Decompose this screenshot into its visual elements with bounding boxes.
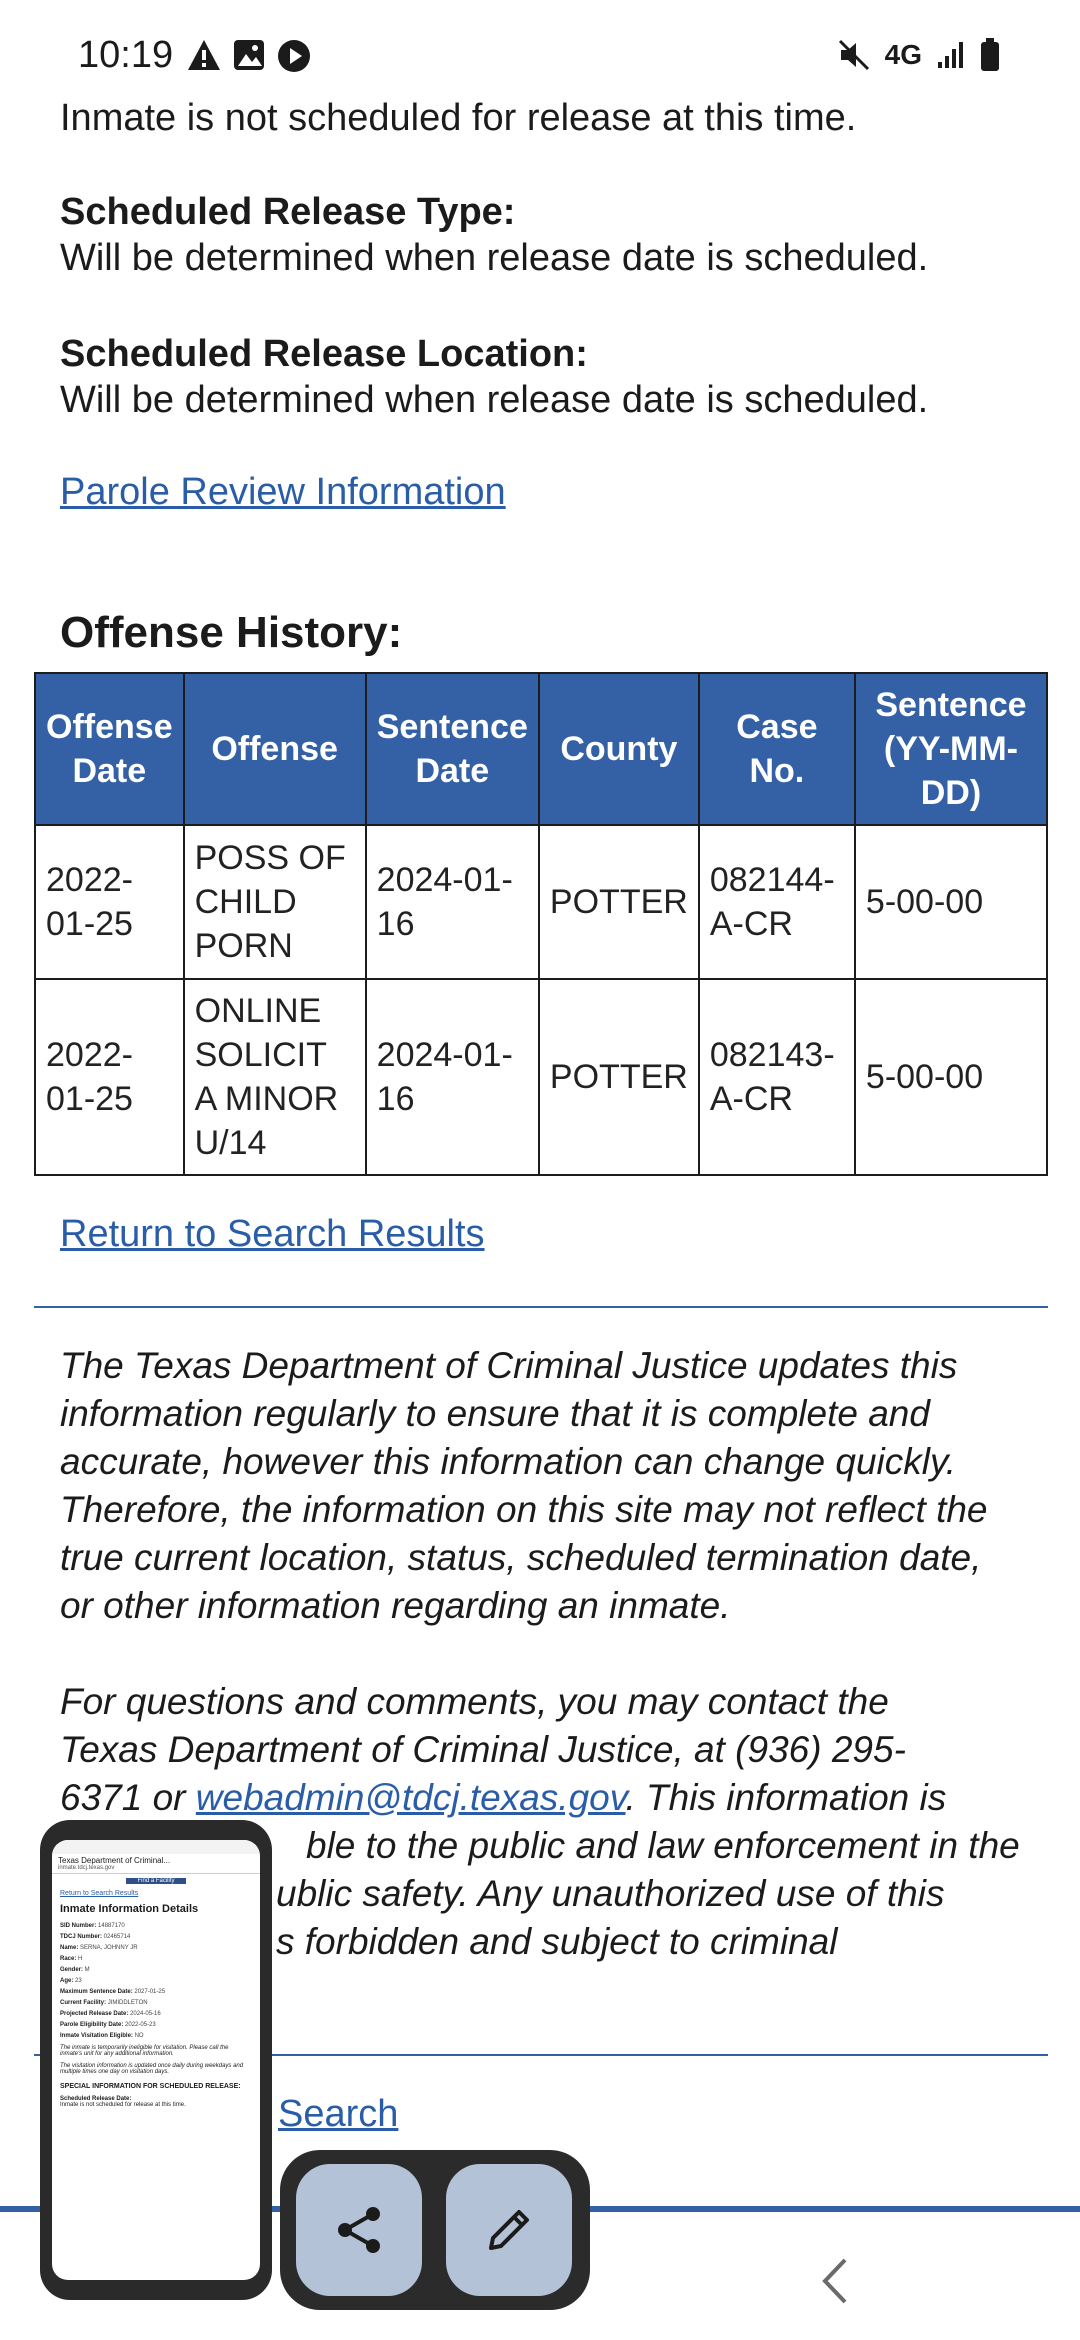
thumbnail-field-label: Name: (60, 1945, 81, 1951)
offense-history-table (34, 672, 1048, 1176)
thumbnail-field-value: 2024-05-16 (130, 2011, 161, 2017)
disclaimer-p2-line5: ublic safety. Any unauthorized use of this (276, 1873, 945, 1914)
thumbnail-field-row (60, 1967, 252, 1973)
nav-back-icon[interactable] (815, 2256, 855, 2306)
share-icon (329, 2200, 389, 2260)
thumbnail-field-row (60, 2011, 252, 2017)
release-location-label: Scheduled Release Location: (60, 333, 588, 375)
thumbnail-field-label: Maximum Sentence Date: (60, 1989, 135, 1995)
battery-icon (980, 38, 1000, 72)
thumbnail-field-value: 2022-05-23 (125, 2022, 156, 2028)
disclaimer-p2-line6: s forbidden and subject to criminal (276, 1921, 838, 1962)
table-row (35, 979, 1047, 1175)
play-icon (276, 38, 312, 74)
release-location-value: Will be determined when release date is scheduled. (60, 379, 929, 421)
thumbnail-field-value: NO (134, 2033, 144, 2039)
cell-case-no: 082143-A-CR (699, 979, 855, 1175)
alert-icon (186, 38, 222, 72)
thumbnail-field-label: TDCJ Number: (60, 1934, 104, 1940)
thumbnail-release-label: Scheduled Release Date: (60, 2096, 132, 2102)
edit-button[interactable] (446, 2164, 572, 2296)
cell-county: POTTER (539, 825, 699, 979)
cell-sentence: 5-00-00 (855, 825, 1047, 979)
thumbnail-field-row (60, 1945, 252, 1951)
release-type-label: Scheduled Release Type: (60, 191, 516, 233)
thumbnail-field-row (60, 1934, 252, 1940)
disclaimer-p2-line4: ble to the public and law enforcement in the (306, 1825, 1020, 1866)
thumbnail-field-row (60, 1923, 252, 1929)
thumbnail-site-title: Texas Department of Criminal... (58, 1856, 171, 1865)
thumbnail-note-1: The inmate is temporarily ineligible for visitation. Please call the inmate's unit for any additional information. (60, 2045, 229, 2057)
mute-icon (837, 38, 871, 72)
thumbnail-field-label: Gender: (60, 1967, 85, 1973)
thumbnail-note-2: The visitation information is updated once daily during weekdays and multiple times one day on visitation days. (60, 2063, 244, 2075)
thumbnail-field-value: SERNA, JOHNNY JR (80, 1945, 138, 1951)
offense-header-row (35, 673, 1047, 825)
header-sentence-date: Sentence Date (366, 673, 539, 825)
search-link[interactable]: Search (278, 2093, 399, 2135)
thumbnail-field-label: SID Number: (60, 1923, 99, 1929)
return-to-search-link[interactable]: Return to Search Results (60, 1213, 485, 1255)
webadmin-email-link[interactable]: webadmin@tdcj.texas.gov (195, 1777, 626, 1818)
cell-sentence-date: 2024-01-16 (366, 825, 539, 979)
thumbnail-status-bar (52, 1840, 260, 1854)
thumbnail-field-value: 23 (75, 1978, 82, 1984)
thumbnail-field-label: Inmate Visitation Eligible: (60, 2033, 135, 2039)
disclaimer-paragraph-1: The Texas Department of Criminal Justice updates this information regularly to ensure that it is complete and accurate, however this information can change quickly. Therefore, the information on this site may not reflect the true current location, status, scheduled termination date, or other information regarding an inmate. (60, 1345, 988, 1626)
thumbnail-address-bar (52, 1854, 260, 1874)
thumbnail-field-value: M (84, 1967, 90, 1973)
cell-offense-date: 2022-01-25 (35, 825, 184, 979)
thumbnail-field-label: Current Facility: (60, 2000, 108, 2006)
cell-offense-date: 2022-01-25 (35, 979, 184, 1175)
cell-offense: ONLINE SOLICIT A MINOR U/14 (184, 979, 366, 1175)
thumbnail-field-row (60, 2000, 252, 2006)
status-left-icons (186, 38, 312, 74)
thumbnail-field-value: 2027-01-25 (134, 1989, 166, 1995)
header-case-no: Case No. (699, 673, 855, 825)
thumbnail-field-value: JIMIDDLETON (107, 2000, 148, 2006)
screenshot-toolbar (280, 2150, 590, 2310)
thumbnail-field-label: Projected Release Date: (60, 2011, 131, 2017)
thumbnail-special-heading: SPECIAL INFORMATION FOR SCHEDULED RELEASE: (60, 2083, 241, 2090)
thumbnail-field-value: 02465714 (103, 1934, 131, 1940)
header-offense: Offense (184, 673, 366, 825)
disclaimer-p2-line3-pre: 6371 or (60, 1777, 196, 1818)
status-time: 10:19 (78, 34, 174, 76)
thumbnail-url: inmate.tdcj.texas.gov (58, 1865, 115, 1871)
thumbnail-field-row (60, 1989, 252, 1995)
release-status-text: Inmate is not scheduled for release at this time. (60, 97, 857, 139)
thumbnail-heading: Inmate Information Details (60, 1903, 199, 1915)
divider (34, 1306, 1048, 1308)
photo-icon (232, 38, 266, 72)
thumbnail-fields (60, 1923, 252, 2039)
cell-sentence: 5-00-00 (855, 979, 1047, 1175)
thumbnail-field-value: 14887170 (98, 1923, 125, 1929)
header-county: County (539, 673, 699, 825)
signal-icon (936, 40, 966, 70)
thumbnail-field-row (60, 2033, 252, 2039)
header-offense-date: Offense Date (35, 673, 184, 825)
disclaimer-p2-line3 (60, 1774, 1020, 1822)
thumbnail-field-row (60, 1956, 252, 1962)
table-row (35, 825, 1047, 979)
thumbnail-field-label: Parole Eligibility Date: (60, 2022, 126, 2028)
thumbnail-page (52, 1840, 260, 2280)
thumbnail-field-value: H (78, 1956, 83, 1962)
parole-review-link[interactable]: Parole Review Information (60, 471, 506, 513)
thumbnail-release-value: Inmate is not scheduled for release at this time. (60, 2102, 186, 2108)
disclaimer-p2-line1: For questions and comments, you may contact the (60, 1681, 889, 1722)
pencil-icon (481, 2202, 537, 2258)
share-button[interactable] (296, 2164, 422, 2296)
thumbnail-field-label: Race: (60, 1956, 79, 1962)
offense-history-title: Offense History: (60, 608, 403, 657)
thumbnail-field-label: Age: (60, 1978, 75, 1984)
release-type-value: Will be determined when release date is scheduled. (60, 237, 929, 279)
cell-case-no: 082144-A-CR (699, 825, 855, 979)
thumbnail-field-row (60, 2022, 252, 2028)
thumbnail-back-link: Return to Search Results (60, 1890, 139, 1897)
cell-county: POTTER (539, 979, 699, 1175)
screenshot-thumbnail[interactable] (40, 1820, 272, 2300)
thumbnail-facility-button: Find a Facility (126, 1878, 186, 1884)
cell-sentence-date: 2024-01-16 (366, 979, 539, 1175)
network-4g-icon: 4G (884, 39, 922, 70)
disclaimer-p2-line3-post: . This information is (625, 1777, 947, 1818)
header-sentence: Sentence (YY-MM-DD) (855, 673, 1047, 825)
thumbnail-field-row (60, 1978, 252, 1984)
cell-offense: POSS OF CHILD PORN (184, 825, 366, 979)
disclaimer-p2-line2: Texas Department of Criminal Justice, at (936) 295- (60, 1729, 906, 1770)
status-right-icons (837, 38, 1000, 72)
